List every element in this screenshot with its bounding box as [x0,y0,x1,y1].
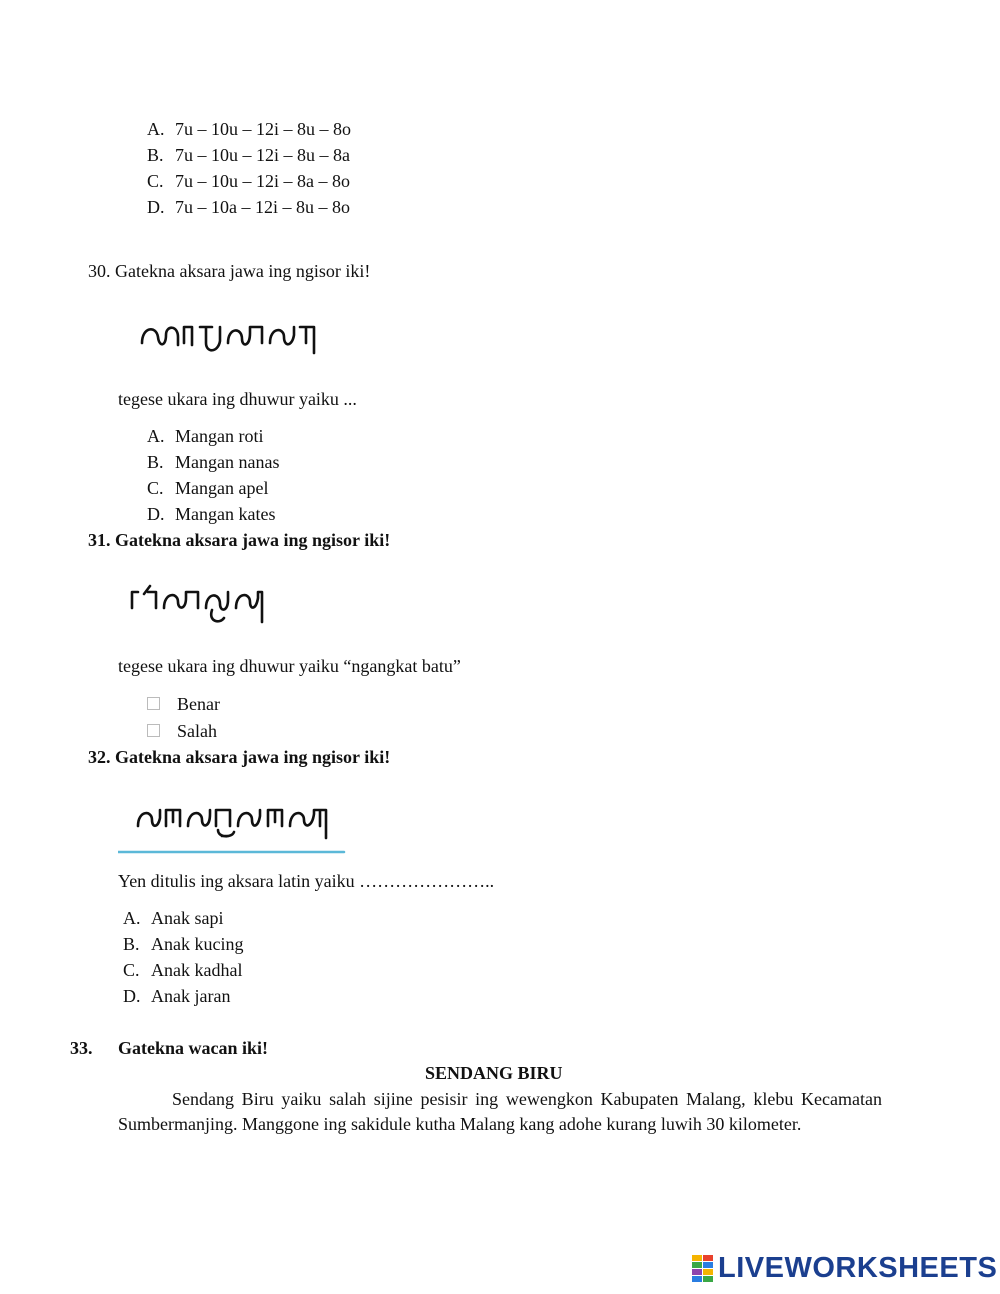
q32-option-c: C. Anak kadhal [123,960,243,980]
q32-javanese-script-image [118,792,348,856]
q29-option-d: D. 7u – 10a – 12i – 8u – 8o [147,197,350,217]
q33-number: 33. [70,1038,93,1058]
q32-prompt: 32. Gatekna aksara jawa ing ngisor iki! [88,747,391,767]
q29-option-b: B. 7u – 10u – 12i – 8u – 8a [147,145,350,165]
q33-reading-title: SENDANG BIRU [425,1063,563,1083]
q32-question: Yen ditulis ing aksara latin yaiku ………………….. [118,871,495,891]
q30-option-c: C. Mangan apel [147,478,269,498]
q33-prompt: Gatekna wacan iki! [118,1038,269,1058]
q32-option-a: A. Anak sapi [123,908,224,928]
q31-prompt: 31. Gatekna aksara jawa ing ngisor iki! [88,530,391,550]
q29-option-c: C. 7u – 10u – 12i – 8a – 8o [147,171,350,191]
liveworksheets-logo-icon [692,1255,714,1283]
q30-option-a: A. Mangan roti [147,426,264,446]
q31-option-salah[interactable]: Salah [147,721,217,742]
checkbox-icon[interactable] [147,697,160,710]
q33-reading-paragraph: Sendang Biru yaiku salah sijine pesisir ing wewengkon Kabupaten Malang, klebu Kecamatan Sumbermanjing. Manggone ing sakidule kutha Malang kang adohe kurang luwih 30 kilometer. [118,1089,882,1134]
checkbox-icon[interactable] [147,724,160,737]
q32-option-b: B. Anak kucing [123,934,244,954]
q31-javanese-script-image [128,578,268,630]
q30-javanese-script-image [138,313,320,361]
q31-option-benar[interactable]: Benar [147,694,220,715]
q30-question: tegese ukara ing dhuwur yaiku ... [118,389,357,409]
liveworksheets-brand-text: LIVEWORKSHEETS [718,1252,998,1284]
liveworksheets-logo [692,1252,997,1285]
q32-option-d: D. Anak jaran [123,986,231,1006]
q30-option-d: D. Mangan kates [147,504,276,524]
q31-question: tegese ukara ing dhuwur yaiku “ngangkat batu” [118,656,461,676]
q29-option-a: A. 7u – 10u – 12i – 8u – 8o [147,119,352,139]
q30-prompt: 30. Gatekna aksara jawa ing ngisor iki! [88,261,371,281]
q30-option-b: B. Mangan nanas [147,452,280,472]
